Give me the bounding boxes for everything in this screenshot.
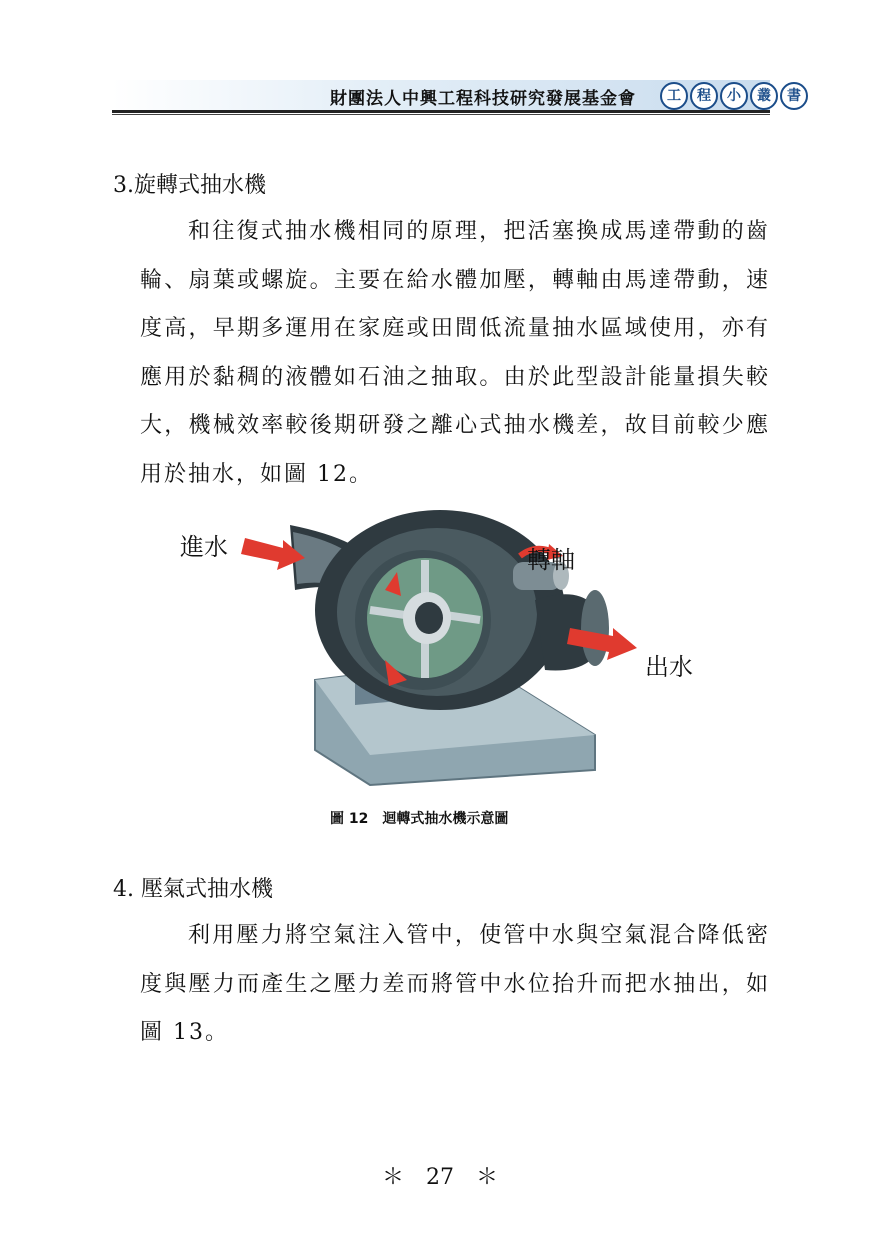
- header-rule-thin: [112, 114, 770, 115]
- header-rule: [112, 110, 770, 113]
- series-badge: [660, 82, 808, 110]
- section-3-paragraph: [140, 208, 770, 499]
- series-char: 工: [660, 82, 688, 110]
- header-title: 財團法人中興工程科技研究發展基金會: [330, 89, 636, 109]
- series-char: 小: [720, 82, 748, 110]
- page-number: ＊ 27 ＊: [382, 1165, 498, 1190]
- series-char: 叢: [750, 82, 778, 110]
- series-char: 書: [780, 82, 808, 110]
- label-outlet: 出水: [645, 653, 693, 681]
- label-shaft: 轉軸: [527, 546, 575, 574]
- rotary-pump-illustration: [175, 510, 715, 805]
- label-inlet: 進水: [180, 533, 228, 561]
- section-3-text: 和往復式抽水機相同的原理，把活塞換成馬達帶動的齒輪、扇葉或螺旋。主要在給水體加壓，轉軸由馬達帶動，速度高，早期多運用在家庭或田間低流量抽水區域使用，亦有應用於黏稠的液體如石油之抽取。由於此型設計能量損失較大，機械效率較後期研發之離心式抽水機差，故目前較少應用於抽水，如圖 12。: [140, 219, 770, 487]
- section-4-paragraph: [140, 912, 770, 1058]
- rotary-pump-figure: [175, 510, 715, 805]
- section-4-heading: 4. 壓氣式抽水機: [113, 877, 273, 902]
- figure-12-caption: 圖 12 迴轉式抽水機示意圖: [330, 811, 509, 827]
- section-4-text: 利用壓力將空氣注入管中，使管中水與空氣混合降低密度與壓力而產生之壓力差而將管中水位抬升而把水抽出，如圖 13。: [140, 923, 770, 1045]
- section-3-heading: 3.旋轉式抽水機: [113, 173, 266, 198]
- series-char: 程: [690, 82, 718, 110]
